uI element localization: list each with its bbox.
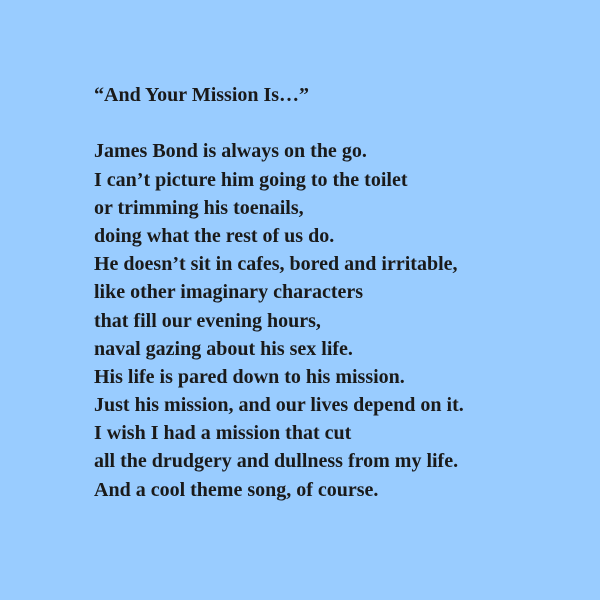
poem-line: I wish I had a mission that cut	[94, 422, 352, 445]
poem-line: or trimming his toenails,	[94, 196, 304, 219]
poem-line: He doesn’t sit in cafes, bored and irritable,	[94, 253, 458, 276]
poem-line: that fill our evening hours,	[94, 309, 321, 332]
poem-block	[94, 81, 464, 504]
poem-line: all the drudgery and dullness from my life.	[94, 450, 459, 473]
poem-line: James Bond is always on the go.	[94, 140, 367, 163]
poem-line: like other imaginary characters	[94, 281, 364, 304]
poem-line: His life is pared down to his mission.	[94, 365, 405, 388]
poem-line: Just his mission, and our lives depend on it.	[94, 394, 464, 417]
poem-title: “And Your Mission Is…”	[94, 84, 310, 106]
poem-line: doing what the rest of us do.	[94, 224, 335, 247]
poem-line: naval gazing about his sex life.	[94, 337, 353, 360]
poem-body	[94, 137, 464, 503]
poem-line: And a cool theme song, of course.	[94, 478, 379, 501]
poem-line: I can’t picture him going to the toilet	[94, 168, 408, 191]
